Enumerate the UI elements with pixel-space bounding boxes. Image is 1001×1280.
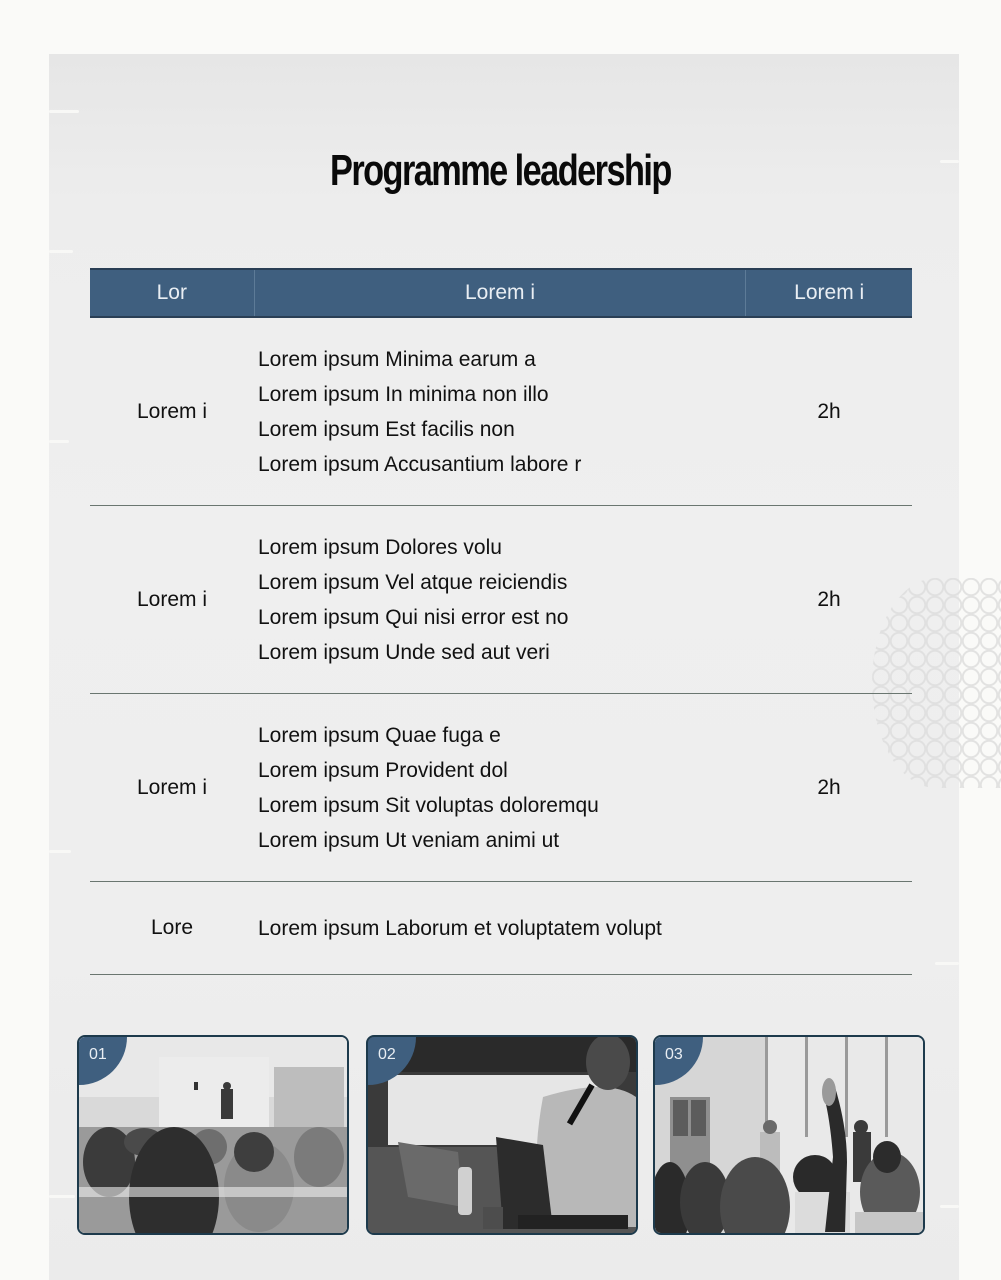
- list-item: Lorem ipsum Dolores volu: [258, 535, 502, 559]
- row-duration: 2h: [817, 399, 841, 423]
- paper-tear-edge: [49, 1195, 75, 1198]
- table-row: [90, 506, 912, 694]
- list-item: Lorem ipsum Quae fuga e: [258, 723, 501, 747]
- row-duration: [746, 882, 912, 974]
- photo-presenter: [366, 1035, 638, 1235]
- photo-audience: [653, 1035, 925, 1235]
- header-cell: Lor: [156, 281, 187, 304]
- list-item: Lorem ipsum Ut veniam animi ut: [258, 828, 560, 852]
- row-label: Lore: [150, 916, 194, 939]
- page-title: Programme leadership: [330, 146, 671, 195]
- presenter-image: [368, 1037, 636, 1233]
- list-item: Lorem ipsum Accusantium labore r: [258, 452, 582, 476]
- list-item: Lorem ipsum Minima earum a: [258, 347, 536, 371]
- photo-number: 03: [665, 1046, 683, 1063]
- table-row: [90, 318, 912, 506]
- header-cell: Lorem i: [254, 270, 746, 316]
- row-items: [254, 318, 746, 505]
- programme-table: [90, 268, 912, 975]
- list-item: Lorem ipsum Laborum et voluptatem volupt: [258, 916, 662, 940]
- table-row: [90, 694, 912, 882]
- row-label: Lorem i: [136, 399, 208, 423]
- header-cell: Lorem i: [745, 270, 912, 316]
- table-row: [90, 882, 912, 975]
- photo-number: 02: [378, 1046, 396, 1063]
- paper-tear-edge: [49, 110, 79, 113]
- list-item: Lorem ipsum Provident dol: [258, 758, 508, 782]
- paper-tear-edge: [49, 250, 73, 253]
- row-label: Lorem i: [136, 587, 208, 611]
- list-item: Lorem ipsum Sit voluptas doloremqu: [258, 793, 599, 817]
- classroom-image: [79, 1037, 347, 1233]
- table-header: [90, 268, 912, 318]
- list-item: Lorem ipsum Unde sed aut veri: [258, 640, 550, 664]
- paper-tear-edge: [49, 850, 71, 853]
- paper-tear-edge: [940, 1205, 959, 1208]
- row-label: Lorem i: [136, 775, 208, 799]
- list-item: Lorem ipsum In minima non illo: [258, 382, 549, 406]
- list-item: Lorem ipsum Est facilis non: [258, 417, 515, 441]
- photo-number: 01: [89, 1046, 107, 1063]
- photo-classroom: [77, 1035, 349, 1235]
- row-duration: 2h: [817, 587, 841, 611]
- paper-tear-edge: [940, 160, 959, 163]
- paper-tear-edge: [935, 962, 959, 965]
- list-item: Lorem ipsum Qui nisi error est no: [258, 605, 569, 629]
- list-item: Lorem ipsum Vel atque reiciendis: [258, 570, 568, 594]
- row-duration: 2h: [817, 775, 841, 799]
- paper-tear-edge: [49, 440, 69, 443]
- row-items: [254, 506, 746, 693]
- audience-image: [655, 1037, 923, 1233]
- row-items: [254, 694, 746, 881]
- row-items: [254, 882, 746, 974]
